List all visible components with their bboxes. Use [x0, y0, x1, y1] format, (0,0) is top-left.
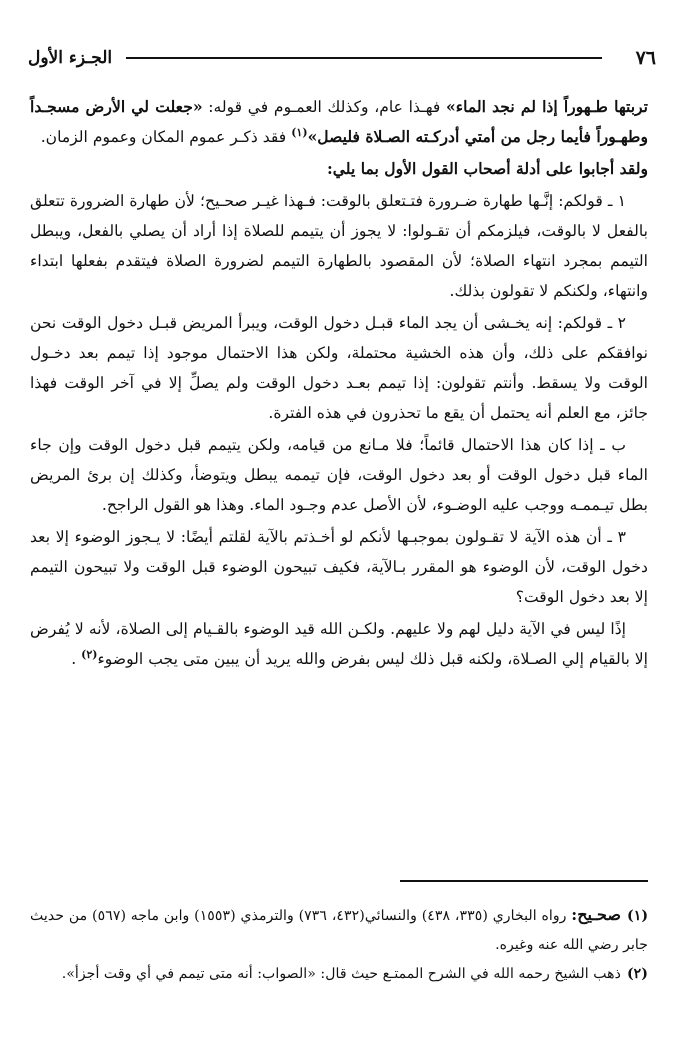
footnote-text: ذهب الشيخ رحمه الله في الشرح الممتـع حيث قال: «الصواب: أنه متى تيمم في أي وقت أجزأ». [61, 966, 621, 982]
footnotes [30, 900, 648, 989]
section-heading: ولقد أجابوا على أدلة أصحاب القول الأول بما يلي: [327, 159, 648, 178]
paragraph-tail: . [71, 650, 82, 668]
header-rule [126, 57, 602, 59]
running-title: الجـزء الأول [28, 48, 113, 68]
footnote-ref-2[interactable]: (٢) [81, 647, 98, 661]
paragraph-1 [30, 92, 648, 152]
paragraph-point-b: ب ـ إذا كان هذا الاحتمال قائماً؛ فلا مـانع من قيامه، ولكن يتيمم قبل دخول الوقت وإن جاء الماء قبل دخول الوقت أو بعد دخول الوقت، فإن تيممه يبطل ويتوضأ، وكذلك إن برئ المريض بطل تيـممـه ووجب عليه الوضـوء، لأن الأصل عدم وجـود الماء. وهذا هو القول الراجح. [30, 436, 648, 514]
page-body [30, 92, 648, 676]
footnote-number: (٢) [626, 966, 648, 982]
paragraph-tail: فقد ذكـر عموم المكان وعموم الزمان. [40, 128, 292, 146]
footnote-grade-label: صحـيح: [571, 905, 621, 924]
paragraph-text: إذًا ليس في الآية دليل لهم ولا عليهم. ولكـن الله قيد الوضوء بالقـيام إلى الصلاة، لأنه لا يُفرض إلا بالقيام إلي الصـلاة، ولكنه قبل ذلك ليس بفرض والله يريد أن يبين متى يجب الوضوء [30, 620, 648, 668]
paragraph-conclusion [30, 614, 648, 674]
page-header [28, 40, 656, 76]
footnote-separator [400, 880, 648, 882]
footnote-1 [30, 900, 648, 960]
hadith-quote: «جعلت لي الأرض مسجـداً وطهـوراً فأيما رجل من أمتي أدركـته الصـلاة فليصل» [30, 97, 648, 146]
paragraph-point-1: ١ ـ قولكم: إنَّـها طهارة ضـرورة فتـتعلق بالوقت: فـهذا غيـر صحـيح؛ لأن طهارة الضرورة تتعلق بالفعل لا بالوقت، فيلزمكم أن تقـولوا: لا يجوز أن يتيمم للصلاة إذا أراد أن يصلي بالفعل، ويبطل التيمم بمجرد انتهاء الصلاة؛ لأن المقصود بالطهارة التيمم لضرورة الصلاة فيتقدم بفعلها ابتداء وانتهاء، ولكنكم لا تقولون بذلك. [30, 192, 648, 300]
quote-lead: تربتها طـهوراً إذا لم نجد الماء» [446, 97, 648, 116]
paragraph-point-2: ٢ ـ قولكم: إنه يخـشى أن يجد الماء قبـل دخول الوقت، ويبرأ المريض قبـل دخول الوقت نحن نوافقكم على ذلك، وأن هذه الخشية محتملة، ولكن هذا الاحتمال موجود إذا تيمم بعد دخـول الوقت ولا يسقط. وأنتم تقولون: إذا تيمم بعـد دخول الوقت ولم يصلِّ إلا في آخر الوقت فهذا جائز، مع العلم أنه يحتمل أن يقع ما تحذرون في هذه الفترة. [30, 314, 648, 422]
footnote-2 [30, 960, 648, 989]
footnote-text: رواه البخاري (٣٣٥، ٤٣٨) والنسائي(٤٣٢، ٧٣٦) والترمذي (١٥٥٣) وابن ماجه (٥٦٧) من حديث جابر رضي الله عنه وغيره. [30, 908, 648, 953]
footnote-ref-1[interactable]: (١) [291, 125, 308, 139]
page-number: ٧٦ [635, 47, 656, 69]
footnote-number: (١) [626, 908, 649, 924]
paragraph-point-3: ٣ ـ أن هذه الآية لا تقـولون بموجبـها لأنكم لو أخـذتم بالآية لقلتم أيضًا: لا يـجوز الوضوء إلا بعد دخول الوقت، لأن الوضوء هو المقرر بـالآية، فكيف تبيحون الوضوء قبل الوقت ولا تبيحون التيمم إلا بعد دخول الوقت؟ [30, 528, 648, 606]
paragraph-text: فهـذا عام، وكذلك العمـوم في قوله: [202, 98, 447, 116]
